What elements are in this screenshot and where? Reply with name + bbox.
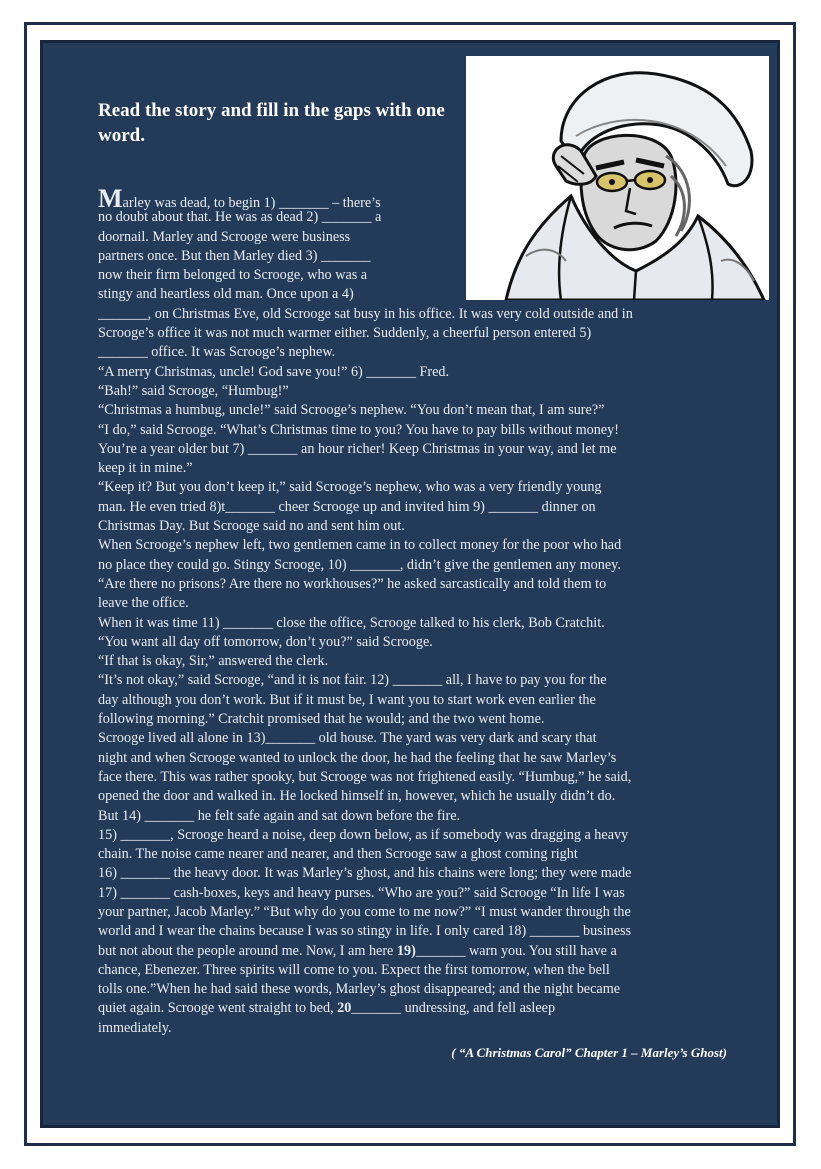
story-line: quiet again. Scrooge went straight to bed, 20_______ undressing, and fell asleep (98, 1000, 556, 1017)
story-line: Scrooge’s office it was not much warmer either. Suddenly, a cheerful person entered 5) (98, 325, 592, 342)
story-line: day although you don’t work. But if it must be, I want you to start work even earlier the (98, 691, 596, 708)
story-line: 16) _______ the heavy door. It was Marley’s ghost, and his chains were long; they were made (98, 865, 632, 882)
story-line: your partner, Jacob Marley.” “But why do you come to me now?” “I must wander through the (98, 903, 631, 920)
story-line: no doubt about that. He was as dead 2) _______ a (98, 209, 382, 226)
story-line: man. He even tried 8)t_______ cheer Scrooge up and invited him 9) _______ dinner on (98, 498, 596, 515)
source-citation: ( “A Christmas Carol” Chapter 1 – Marley’s Ghost) (451, 1045, 727, 1060)
story-line: tolls one.”When he had said these words, Marley’s ghost disappeared; and the night became (98, 981, 621, 998)
story-line: keep it in mine.” (98, 460, 193, 477)
story-line: face there. This was rather spooky, but Scrooge was not frightened easily. “Humbug,” he said, (98, 768, 632, 785)
story-line: world and I wear the chains because I was so stingy in life. I only cared 18) _______ business (98, 923, 632, 940)
story-line: now their firm belonged to Scrooge, who was a (98, 267, 368, 284)
story-text (98, 184, 730, 1038)
story-line: opened the door and walked in. He locked himself in, however, which he usually didn’t do. (98, 788, 616, 805)
story-line: “A merry Christmas, uncle! God save you!” 6) _______ Fred. (98, 363, 450, 380)
story-line: _______, on Christmas Eve, old Scrooge sat busy in his office. It was very cold outside and in (98, 305, 633, 322)
story-line: “Christmas a humbug, uncle!” said Scrooge’s nephew. “You don’t mean that, I am sure?” (98, 402, 605, 419)
story-line: “Keep it? But you don’t keep it,” said Scrooge’s nephew, who was a very friendly young (98, 479, 602, 496)
story-line: 15) _______, Scrooge heard a noise, deep down below, as if somebody was dragging a heavy (98, 826, 629, 843)
story-line: 17) _______ cash-boxes, keys and heavy purses. “Who are you?” said Scrooge “In life I was (98, 884, 625, 901)
story-line: But 14) _______ he felt safe again and sat down before the fire. (98, 807, 461, 824)
drop-cap: M (98, 184, 123, 213)
story-line: chance, Ebenezer. Three spirits will come to you. Expect the first tomorrow, when the bell (98, 961, 610, 978)
story-line: You’re a year older but 7) _______ an hour richer! Keep Christmas in your way, and let me (98, 440, 617, 457)
story-line: Scrooge lived all alone in 13)_______ old house. The yard was very dark and scary that (98, 730, 597, 747)
story-line: leave the office. (98, 595, 189, 612)
story-line: no place they could go. Stingy Scrooge, 10) _______, didn’t give the gentlemen any money. (98, 556, 621, 573)
story-line: When Scrooge’s nephew left, two gentlemen came in to collect money for the poor who had (98, 537, 622, 554)
story-line: following morning.” Cratchit promised that he would; and the two went home. (98, 711, 545, 728)
story-line: Marley was dead, to begin 1) _______ – there’s (98, 184, 381, 213)
story-line: stingy and heartless old man. Once upon a 4) (98, 286, 354, 303)
story-line: “Bah!” said Scrooge, “Humbug!” (98, 382, 289, 399)
story-line: When it was time 11) _______ close the office, Scrooge talked to his clerk, Bob Cratchit. (98, 614, 605, 631)
story-line: _______ office. It was Scrooge’s nephew. (98, 344, 336, 361)
story-line: doornail. Marley and Scrooge were business (98, 228, 351, 245)
story-line: “You want all day off tomorrow, don’t you?” said Scrooge. (98, 633, 433, 650)
story-line: “I do,” said Scrooge. “What’s Christmas time to you? You have to pay bills without money! (98, 421, 619, 438)
story-line: immediately. (98, 1019, 172, 1036)
story-line: night and when Scrooge wanted to unlock the door, he had the feeling that he saw Marley’s (98, 749, 617, 766)
story-line: but not about the people around me. Now, I am here 19)_______ warn you. You still have a (98, 942, 617, 959)
story-line: “If that is okay, Sir,” answered the clerk. (98, 653, 329, 670)
worksheet-title: Read the story and fill in the gaps with one word. (98, 100, 445, 146)
story-line: partners once. But then Marley died 3) _______ (98, 247, 371, 264)
story-line: chain. The noise came nearer and nearer, and then Scrooge saw a ghost coming right (98, 846, 578, 863)
story-line: Christmas Day. But Scrooge said no and sent him out. (98, 518, 405, 535)
story-line: “It’s not okay,” said Scrooge, “and it is not fair. 12) _______ all, I have to pay you for the (98, 672, 607, 689)
story-line: “Are there no prisons? Are there no workhouses?” he asked sarcastically and told them to (98, 575, 607, 592)
